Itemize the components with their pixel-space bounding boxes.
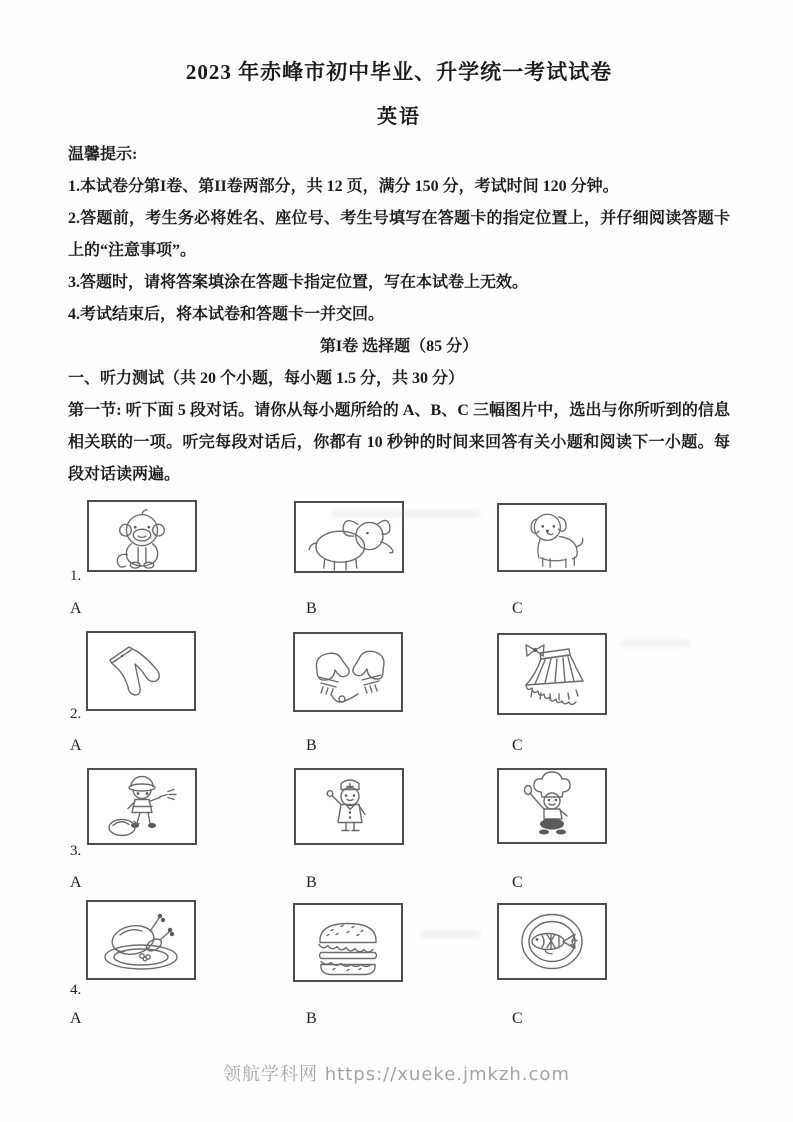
skirt-icon [499, 635, 605, 713]
option-image-trousers [86, 631, 196, 711]
scan-smudge [620, 640, 690, 647]
option-image-skirt [497, 633, 607, 715]
doctor-icon [296, 770, 402, 843]
scan-smudge [420, 930, 480, 938]
mittens-icon [295, 634, 401, 710]
option-letter: C [512, 874, 523, 891]
notice-heading: 温馨提示: [68, 146, 138, 163]
hamburger-icon [295, 905, 401, 980]
option-image-monkey [87, 500, 197, 572]
section1-instructions: 第一节: 听下面 5 段对话。请你从每小题所给的 A、B、C 三幅图片中，选出与你所听到的信息相关联的一项。听完每段对话后，你都有 10 秒钟的时间来回答有关小题和阅读下一小题。每段对话读两遍。 [68, 402, 730, 483]
scan-smudge [330, 510, 480, 518]
exam-subject: 英语 [377, 106, 421, 128]
firefighter-icon [89, 770, 195, 843]
option-image-hamburger [293, 903, 403, 982]
option-letter: C [512, 600, 523, 617]
exam-title: 2023 年赤峰市初中毕业、升学统一考试试卷 [185, 60, 613, 84]
option-image-firefighter [87, 768, 197, 845]
notice-item-1: 1.本试卷分第I卷、第II卷两部分，共 12 页，满分 150 分，考试时间 120 分钟。 [68, 178, 619, 195]
option-image-puppy [497, 503, 607, 572]
notice-item-2: 2.答题前，考生务必将姓名、座位号、考生号填写在答题卡的指定位置上，并仔细阅读答题卡上的“注意事项”。 [68, 210, 730, 259]
option-letter: C [512, 1010, 523, 1027]
option-letter: B [306, 737, 317, 754]
option-image-doctor [294, 768, 404, 845]
option-letter: B [306, 874, 317, 891]
option-letter: A [70, 1010, 82, 1027]
monkey-icon [89, 502, 195, 570]
option-letter: B [306, 1010, 317, 1027]
notice-item-4: 4.考试结束后，将本试卷和答题卡一并交回。 [68, 306, 385, 323]
option-image-roast-chicken [86, 900, 196, 980]
notice-item-3: 3.答题时，请将答案填涂在答题卡指定位置，写在本试卷上无效。 [68, 274, 529, 291]
option-letter: A [70, 874, 82, 891]
puppy-icon [499, 505, 605, 570]
option-image-chef [497, 768, 607, 844]
part1-title: 第I卷 选择题（85 分） [319, 338, 479, 355]
watermark-text: 领航学科网 https://xueke.jmkzh.com [223, 1064, 570, 1085]
trousers-icon [88, 633, 194, 709]
listening-section-title: 一、听力测试（共 20 个小题，每小题 1.5 分，共 30 分） [68, 370, 465, 387]
option-letter: B [306, 600, 317, 617]
fish-icon [499, 905, 605, 978]
option-letter: A [70, 737, 82, 754]
option-letter: A [70, 600, 82, 617]
question-number: 3. [70, 843, 82, 859]
chef-icon [499, 770, 605, 842]
roast-chicken-icon [88, 902, 194, 978]
question-number: 4. [70, 982, 82, 998]
option-image-fish [497, 903, 607, 980]
question-number: 2. [70, 706, 82, 722]
option-image-mittens [293, 632, 403, 712]
question-number: 1. [70, 568, 82, 584]
option-letter: C [512, 737, 523, 754]
